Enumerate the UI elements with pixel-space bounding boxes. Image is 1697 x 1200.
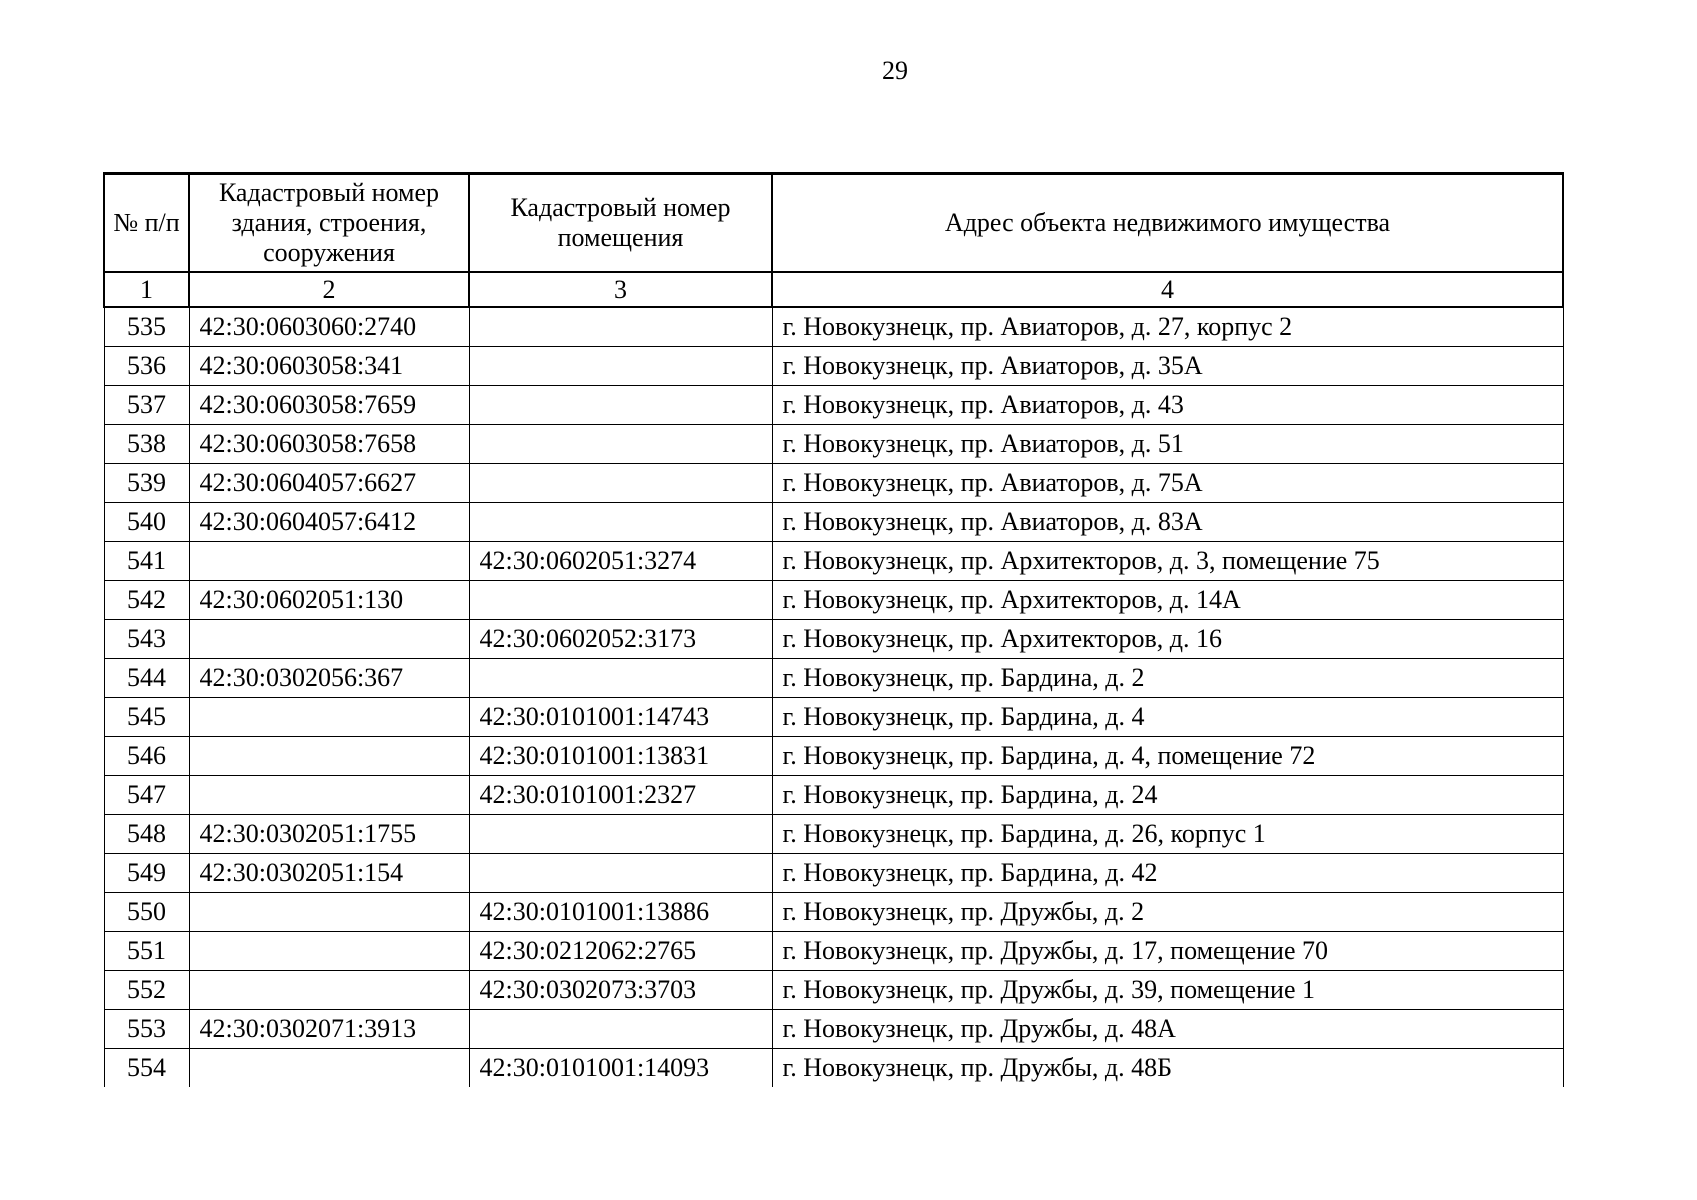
room-cadastral-cell — [469, 386, 772, 425]
building-cadastral-cell: 42:30:0302051:154 — [189, 854, 469, 893]
building-cadastral-cell — [189, 776, 469, 815]
room-cadastral-cell — [469, 425, 772, 464]
building-cadastral-cell — [189, 971, 469, 1010]
table-body — [104, 307, 1563, 1087]
table-row — [104, 776, 1563, 815]
table-row — [104, 464, 1563, 503]
row-number-cell: 539 — [104, 464, 189, 503]
room-cadastral-cell: 42:30:0602052:3173 — [469, 620, 772, 659]
table-row — [104, 698, 1563, 737]
header-number: № п/п — [104, 174, 189, 273]
address-cell: г. Новокузнецк, пр. Дружбы, д. 17, помещение 70 — [772, 932, 1563, 971]
row-number-cell: 540 — [104, 503, 189, 542]
table-row — [104, 854, 1563, 893]
building-cadastral-cell: 42:30:0603058:341 — [189, 347, 469, 386]
room-cadastral-cell: 42:30:0212062:2765 — [469, 932, 772, 971]
room-cadastral-cell — [469, 659, 772, 698]
room-cadastral-cell — [469, 1010, 772, 1049]
row-number-cell: 544 — [104, 659, 189, 698]
table-row — [104, 971, 1563, 1010]
address-cell: г. Новокузнецк, пр. Архитекторов, д. 16 — [772, 620, 1563, 659]
column-number: 3 — [469, 272, 772, 307]
address-cell: г. Новокузнецк, пр. Бардина, д. 42 — [772, 854, 1563, 893]
building-cadastral-cell: 42:30:0302051:1755 — [189, 815, 469, 854]
table-row — [104, 737, 1563, 776]
table-row — [104, 1010, 1563, 1049]
room-cadastral-cell — [469, 503, 772, 542]
room-cadastral-cell: 42:30:0101001:2327 — [469, 776, 772, 815]
room-cadastral-cell — [469, 307, 772, 347]
address-cell: г. Новокузнецк, пр. Авиаторов, д. 43 — [772, 386, 1563, 425]
header-building-cadastral: Кадастровый номер здания, строения, сооружения — [189, 174, 469, 273]
room-cadastral-cell: 42:30:0101001:14093 — [469, 1049, 772, 1088]
table-row — [104, 1049, 1563, 1088]
room-cadastral-cell: 42:30:0101001:14743 — [469, 698, 772, 737]
table-row — [104, 815, 1563, 854]
room-cadastral-cell: 42:30:0602051:3274 — [469, 542, 772, 581]
column-number: 1 — [104, 272, 189, 307]
table-row — [104, 542, 1563, 581]
room-cadastral-cell — [469, 581, 772, 620]
row-number-cell: 538 — [104, 425, 189, 464]
address-cell: г. Новокузнецк, пр. Авиаторов, д. 35А — [772, 347, 1563, 386]
table-row — [104, 386, 1563, 425]
row-number-cell: 542 — [104, 581, 189, 620]
header-room-cadastral: Кадастровый номер помещения — [469, 174, 772, 273]
row-number-cell: 535 — [104, 307, 189, 347]
address-cell: г. Новокузнецк, пр. Бардина, д. 4, помещение 72 — [772, 737, 1563, 776]
building-cadastral-cell — [189, 698, 469, 737]
building-cadastral-cell: 42:30:0602051:130 — [189, 581, 469, 620]
building-cadastral-cell: 42:30:0604057:6627 — [189, 464, 469, 503]
building-cadastral-cell — [189, 1049, 469, 1088]
row-number-cell: 543 — [104, 620, 189, 659]
building-cadastral-cell: 42:30:0603060:2740 — [189, 307, 469, 347]
row-number-cell: 554 — [104, 1049, 189, 1088]
building-cadastral-cell — [189, 620, 469, 659]
column-number: 2 — [189, 272, 469, 307]
table-row — [104, 932, 1563, 971]
row-number-cell: 552 — [104, 971, 189, 1010]
address-cell: г. Новокузнецк, пр. Дружбы, д. 2 — [772, 893, 1563, 932]
row-number-cell: 550 — [104, 893, 189, 932]
building-cadastral-cell — [189, 893, 469, 932]
room-cadastral-cell — [469, 815, 772, 854]
row-number-cell: 545 — [104, 698, 189, 737]
table-row — [104, 893, 1563, 932]
row-number-cell: 549 — [104, 854, 189, 893]
address-cell: г. Новокузнецк, пр. Архитекторов, д. 3, помещение 75 — [772, 542, 1563, 581]
header-row — [104, 174, 1563, 273]
column-number: 4 — [772, 272, 1563, 307]
address-cell: г. Новокузнецк, пр. Бардина, д. 2 — [772, 659, 1563, 698]
row-number-cell: 551 — [104, 932, 189, 971]
row-number-cell: 548 — [104, 815, 189, 854]
building-cadastral-cell: 42:30:0302071:3913 — [189, 1010, 469, 1049]
column-number-row — [104, 272, 1563, 307]
row-number-cell: 553 — [104, 1010, 189, 1049]
address-cell: г. Новокузнецк, пр. Авиаторов, д. 75А — [772, 464, 1563, 503]
building-cadastral-cell — [189, 542, 469, 581]
address-cell: г. Новокузнецк, пр. Дружбы, д. 48А — [772, 1010, 1563, 1049]
building-cadastral-cell: 42:30:0604057:6412 — [189, 503, 469, 542]
row-number-cell: 537 — [104, 386, 189, 425]
table-row — [104, 347, 1563, 386]
row-number-cell: 546 — [104, 737, 189, 776]
building-cadastral-cell — [189, 737, 469, 776]
table-row — [104, 581, 1563, 620]
address-cell: г. Новокузнецк, пр. Авиаторов, д. 27, корпус 2 — [772, 307, 1563, 347]
row-number-cell: 547 — [104, 776, 189, 815]
table-row — [104, 659, 1563, 698]
table-row — [104, 425, 1563, 464]
table-row — [104, 307, 1563, 347]
address-cell: г. Новокузнецк, пр. Архитекторов, д. 14А — [772, 581, 1563, 620]
building-cadastral-cell: 42:30:0302056:367 — [189, 659, 469, 698]
room-cadastral-cell — [469, 464, 772, 503]
header-address: Адрес объекта недвижимого имущества — [772, 174, 1563, 273]
room-cadastral-cell: 42:30:0101001:13831 — [469, 737, 772, 776]
row-number-cell: 541 — [104, 542, 189, 581]
address-cell: г. Новокузнецк, пр. Бардина, д. 4 — [772, 698, 1563, 737]
room-cadastral-cell — [469, 854, 772, 893]
building-cadastral-cell: 42:30:0603058:7658 — [189, 425, 469, 464]
address-cell: г. Новокузнецк, пр. Бардина, д. 24 — [772, 776, 1563, 815]
room-cadastral-cell — [469, 347, 772, 386]
property-table — [103, 172, 1564, 1087]
address-cell: г. Новокузнецк, пр. Дружбы, д. 39, помещение 1 — [772, 971, 1563, 1010]
building-cadastral-cell: 42:30:0603058:7659 — [189, 386, 469, 425]
building-cadastral-cell — [189, 932, 469, 971]
page-number: 29 — [882, 56, 908, 85]
address-cell: г. Новокузнецк, пр. Дружбы, д. 48Б — [772, 1049, 1563, 1088]
table-row — [104, 503, 1563, 542]
room-cadastral-cell: 42:30:0302073:3703 — [469, 971, 772, 1010]
address-cell: г. Новокузнецк, пр. Бардина, д. 26, корпус 1 — [772, 815, 1563, 854]
room-cadastral-cell: 42:30:0101001:13886 — [469, 893, 772, 932]
table-row — [104, 620, 1563, 659]
address-cell: г. Новокузнецк, пр. Авиаторов, д. 51 — [772, 425, 1563, 464]
address-cell: г. Новокузнецк, пр. Авиаторов, д. 83А — [772, 503, 1563, 542]
row-number-cell: 536 — [104, 347, 189, 386]
